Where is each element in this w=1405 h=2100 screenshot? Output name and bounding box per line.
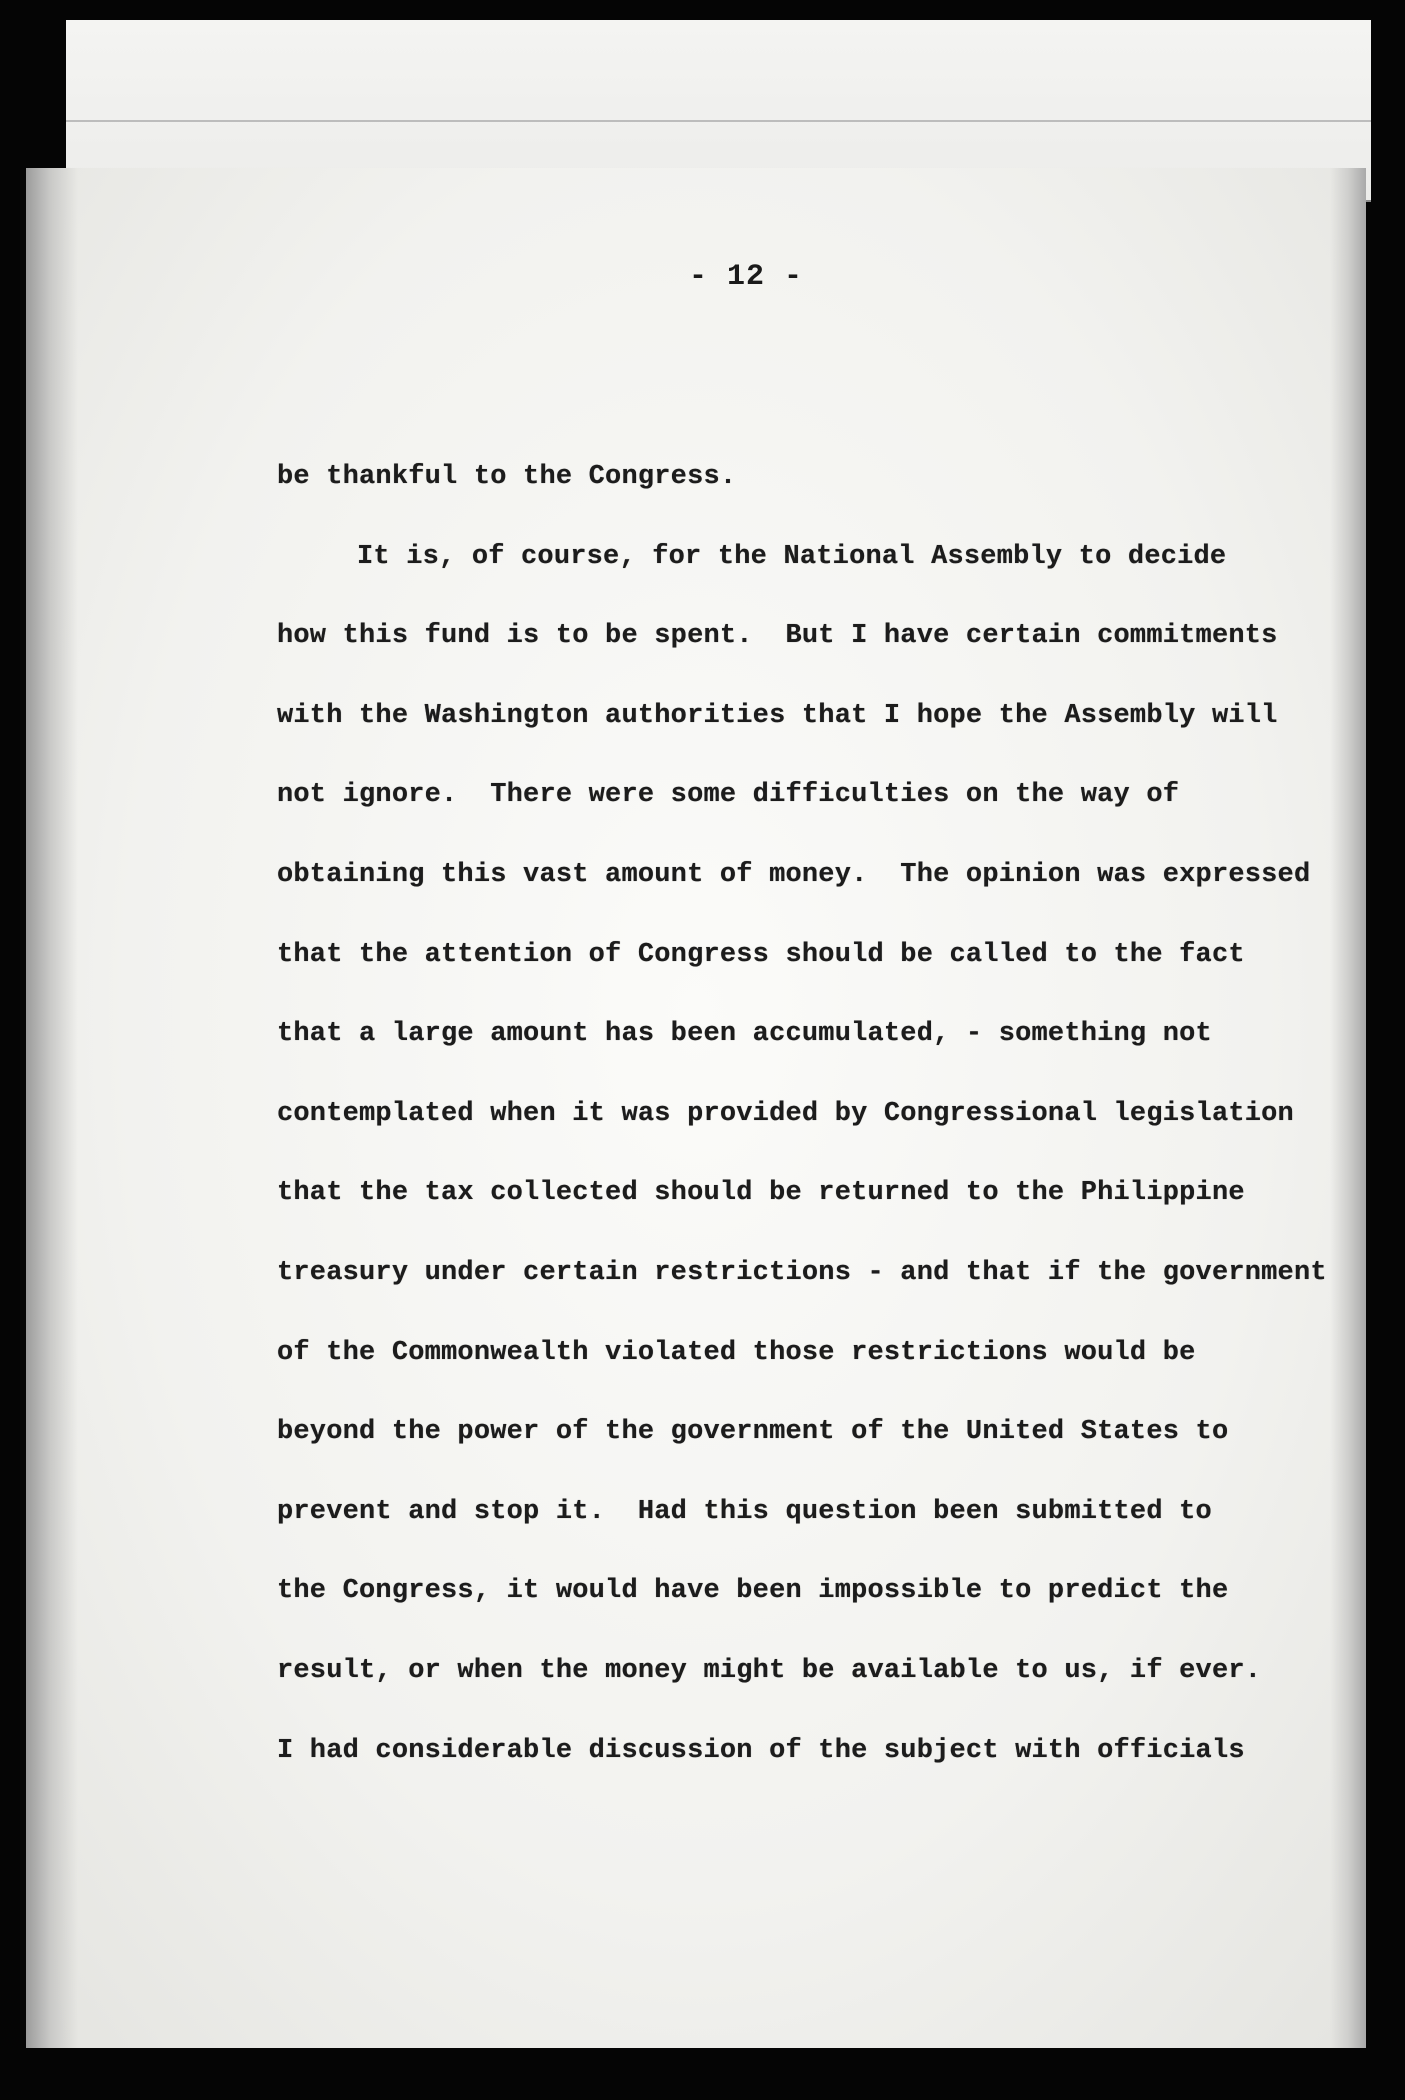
text-line: result, or when the money might be available to us, if ever. [277,1655,1262,1686]
text-line: not ignore. There were some difficulties on the way of [277,780,1180,811]
text-line: the Congress, it would have been impossible to predict the [277,1576,1229,1607]
text-line: It is, of course, for the National Assembly to decide [357,541,1227,572]
body-text [277,438,1337,1791]
text-line: contemplated when it was provided by Congressional legislation [277,1098,1294,1129]
document-page [26,168,1366,2048]
text-line: prevent and stop it. Had this question been submitted to [277,1496,1212,1527]
text-line: how this fund is to be spent. But I have certain commitments [277,621,1278,652]
text-line: treasury under certain restrictions - and that if the government [277,1257,1327,1288]
sheet-edge-rule [66,120,1371,122]
text-line: with the Washington authorities that I hope the Assembly will [277,700,1278,731]
text-line: that the attention of Congress should be called to the fact [277,939,1245,970]
text-line: of the Commonwealth violated those restrictions would be [277,1337,1196,1368]
text-line: that the tax collected should be returned to the Philippine [277,1178,1245,1209]
text-line: I had considerable discussion of the subject with officials [277,1735,1245,1766]
page-number: - 12 - [688,260,804,294]
text-line: obtaining this vast amount of money. The opinion was expressed [277,859,1311,890]
text-line: be thankful to the Congress. [277,462,737,492]
text-line: beyond the power of the government of the United States to [277,1417,1229,1448]
text-line: that a large amount has been accumulated, - something not [277,1019,1212,1050]
